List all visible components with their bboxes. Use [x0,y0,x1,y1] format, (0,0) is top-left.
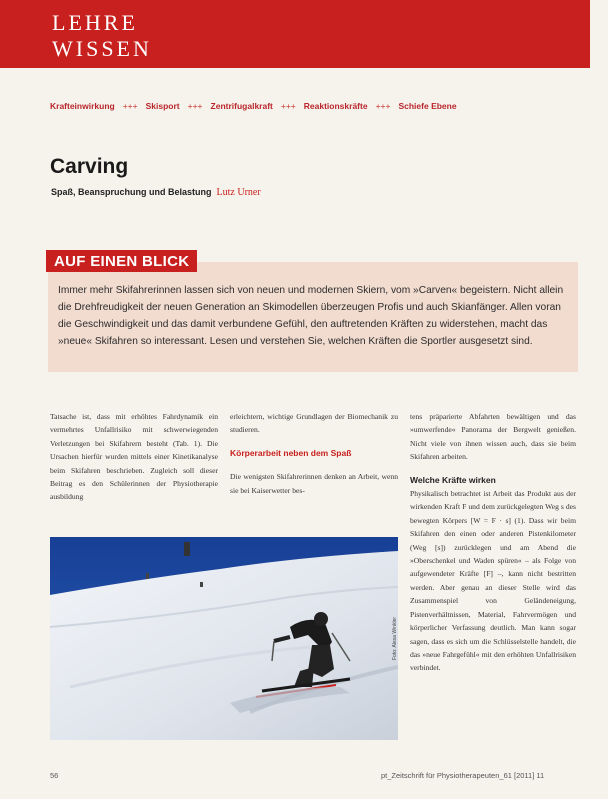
section-heading: Welche Kräfte wirken [410,474,496,485]
summary-heading: AUF EINEN BLICK [54,252,190,270]
summary-text: Immer mehr Skifahrerinnen lassen sich von neuen und modernen Skiern, vom »Carven« begeistern. Nicht allein die Drehfreudigkeit der neuen Generation an Skimodellen überzeugen Profis und auch Skianfänger. Allen voran die Geschwindigkeit und das damit verbundene Gefühl, den auftretenden Kräften zu widerstehen, macht das »neue« Skifahren so interessant. Lesen und verstehen Sie, welchen Kräften die Sportler ausgesetzt sind. [58,285,564,347]
tag-separator: +++ [375,101,391,111]
section-title-line1: LEHRE [52,10,138,35]
tag-separator: +++ [280,101,296,111]
summary-heading-band [46,250,197,272]
tag-separator: +++ [122,101,138,111]
author-name: Lutz Urner [216,187,261,198]
paragraph: Physikalisch betrachtet ist Arbeit das Produkt aus der wirkenden Kraft F und dem zurückgelegten Weg s des bewegten Körpers [W = F · s] (1). Dass wir beim Skifahren den einen oder anderen Pistenkilometer (Weg [s]) zurücklegen und am Abend die »Oberschenkel und Waden spüren« – als Folge von aufgewendeter Kräfte [F] –, kann nicht bestritten werden. Aber genau an dieser Stelle wird das Zusammenspiel von Geländeneigung, Pistenverhältnissen, Material, Fahrvermögen und körperlicher Verfassung deutlich. Man kann sogar sagen, dass es sich um die Schlüsselstelle handelt, die das »neue Fahrgefühl« mit den erhöhten Unfallrisiken verbindet. [410,489,576,673]
tag-separator: +++ [187,101,203,111]
section-title-line2: WISSEN [52,36,152,61]
column-1 [50,410,218,504]
keyword-tags [50,101,457,111]
section-header [0,0,590,68]
tag: Schiefe Ebene [398,101,457,111]
article-title: Carving [50,155,129,178]
skier-photo-graphic [50,537,398,740]
page-number: 56 [50,771,59,780]
paragraph: erleichtern, wichtige Grundlagen der Biomechanik zu studieren. [230,412,398,435]
subtitle-text: Spaß, Beanspruchung und Belastung [51,187,212,197]
tag: Reaktionskräfte [303,101,368,111]
tag: Zentrifugalkraft [210,101,273,111]
distant-skier [184,542,190,556]
paragraph: Die wenigsten Skifahrerinnen denken an Arbeit, wenn sie bei Kaiserwetter bes- [230,472,398,495]
paragraph: Tatsache ist, dass mit erhöhtes Fahrdynamik ein vermehrtes Unfallrisiko mit schwerwiegenden Verletzungen bei Skifahrern besteht (Tab. 1). Die Ursachen hierfür wurden mittels einer Kinetikanalyse beim Skifahren beschrieben. Zugleich soll dieser Beitrag es den Schülerinnen der Physiotherapie ausbildung [50,412,218,502]
photo-credit: Foto: Alexa Winkler [392,616,398,660]
tag: Skisport [145,101,180,111]
tag: Krafteinwirkung [50,101,115,111]
skier-photo [50,537,398,740]
column-2 [230,410,398,497]
journal-footer: pt_Zeitschrift für Physiotherapeuten_61 [2011] 11 [381,771,545,780]
paragraph: tens präparierte Abfahrten bewältigen und das »umwerfende« Panorama der Bergwelt genießen. Nicht viele von ihnen wissen auch, dass sie beim Skifahren arbeiten. [410,412,576,462]
section-heading: Körperarbeit neben dem Spaß [230,447,352,458]
article-subtitle [51,187,261,198]
column-3 [410,410,576,675]
